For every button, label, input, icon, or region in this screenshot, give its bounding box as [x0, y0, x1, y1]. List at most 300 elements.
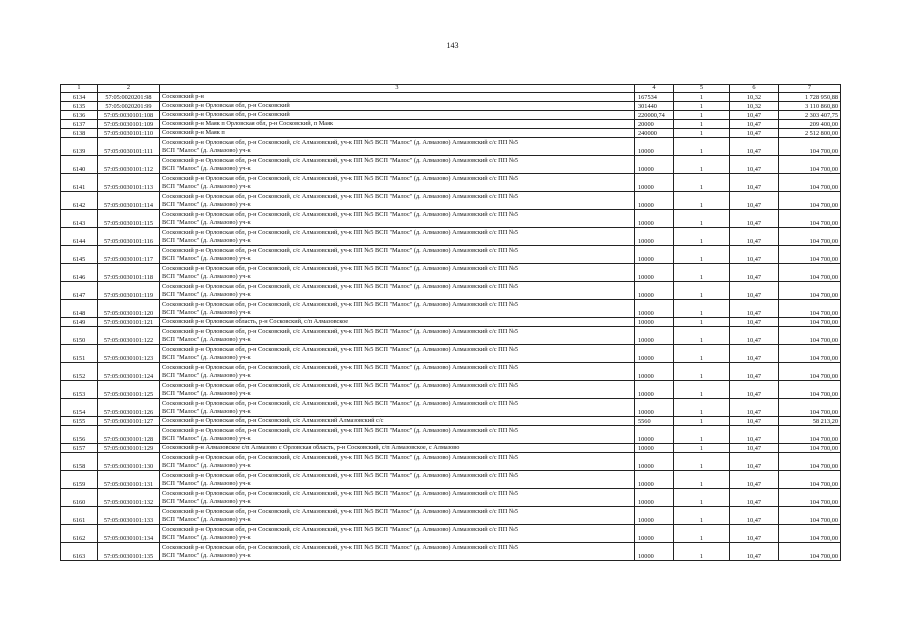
- table-row: [61, 525, 841, 543]
- location-line: ВСП "Малос" (д. Алмазово) уч-к: [162, 435, 251, 442]
- location-cell: [160, 93, 635, 102]
- coefficient-cell: 1: [674, 327, 730, 345]
- row-number-cell: 6139: [61, 138, 98, 156]
- row-number-cell: 6138: [61, 129, 98, 138]
- value-cell: 104 700,00: [779, 174, 841, 192]
- location-line: ВСП "Малос" (д. Алмазово) уч-к: [162, 183, 251, 190]
- row-number-cell: 6134: [61, 93, 98, 102]
- value-cell: 104 700,00: [779, 138, 841, 156]
- location-cell: [160, 174, 635, 192]
- cadastral-number-cell: 57:05:0030101:110: [98, 129, 160, 138]
- row-number-cell: 6154: [61, 399, 98, 417]
- location-cell: [160, 381, 635, 399]
- cadastral-number-cell: 57:05:0030101:128: [98, 426, 160, 444]
- location-line: ВСП "Малос" (д. Алмазово) уч-к: [162, 552, 251, 559]
- value-cell: 104 700,00: [779, 399, 841, 417]
- location-line: ВСП "Малос" (д. Алмазово) уч-к: [162, 273, 251, 280]
- location-line: ВСП "Малос" (д. Алмазово) уч-к: [162, 390, 251, 397]
- area-cell: 5560: [635, 417, 674, 426]
- location-line: Сосковский р-н Орловская обл, р-н Сосковский, с/с Алмазовский, уч-к ПП №5 ВСП "Малос" (д. Алмазово) Алмазовский с/с ПП №5: [162, 175, 518, 182]
- header-cell: 1: [61, 85, 98, 93]
- area-cell: 10000: [635, 507, 674, 525]
- cadastral-number-cell: 57:05:0030101:132: [98, 489, 160, 507]
- location-line: Сосковский р-н Орловская обл, р-н Сосковский, с/с Алмазовский, уч-к ПП №5 ВСП "Малос" (д. Алмазово) Алмазовский с/с ПП №5: [162, 454, 518, 461]
- rate-cell: 10,47: [730, 129, 779, 138]
- location-cell: [160, 417, 635, 426]
- cadastral-number-cell: 57:05:0030101:121: [98, 318, 160, 327]
- row-number-cell: 6140: [61, 156, 98, 174]
- coefficient-cell: 1: [674, 300, 730, 318]
- location-cell: [160, 138, 635, 156]
- table-row: [61, 363, 841, 381]
- row-number-cell: 6146: [61, 264, 98, 282]
- rate-cell: 10,47: [730, 525, 779, 543]
- area-cell: 10000: [635, 471, 674, 489]
- table-row: [61, 543, 841, 561]
- cadastral-number-cell: 57:05:0030101:127: [98, 417, 160, 426]
- area-cell: 10000: [635, 363, 674, 381]
- cadastral-number-cell: 57:05:0020201:99: [98, 102, 160, 111]
- location-line: Сосковский р-н Орловская обл, р-н Сосковский, с/с Алмазовский, уч-к ПП №5 ВСП "Малос" (д. Алмазово) Алмазовский с/с ПП №5: [162, 490, 518, 497]
- area-cell: 10000: [635, 156, 674, 174]
- location-line: Сосковский р-н Орловская обл, р-н Сосковский, с/с Алмазовский, уч-к ПП №5 ВСП "Малос" (д. Алмазово) Алмазовский с/с ПП №5: [162, 427, 518, 434]
- area-cell: 10000: [635, 264, 674, 282]
- cadastral-number-cell: 57:05:0030101:124: [98, 363, 160, 381]
- cadastral-number-cell: 57:05:0030101:120: [98, 300, 160, 318]
- row-number-cell: 6136: [61, 111, 98, 120]
- row-number-cell: 6145: [61, 246, 98, 264]
- location-cell: [160, 300, 635, 318]
- coefficient-cell: 1: [674, 507, 730, 525]
- row-number-cell: 6149: [61, 318, 98, 327]
- location-cell: [160, 471, 635, 489]
- rate-cell: 10,47: [730, 381, 779, 399]
- value-cell: 58 213,20: [779, 417, 841, 426]
- row-number-cell: 6157: [61, 444, 98, 453]
- table-row: [61, 174, 841, 192]
- rate-cell: 10,47: [730, 489, 779, 507]
- rate-cell: 10,47: [730, 471, 779, 489]
- row-number-cell: 6150: [61, 327, 98, 345]
- location-cell: [160, 543, 635, 561]
- location-line: ВСП "Малос" (д. Алмазово) уч-к: [162, 255, 251, 262]
- cadastral-number-cell: 57:05:0030101:122: [98, 327, 160, 345]
- location-line: ВСП "Малос" (д. Алмазово) уч-к: [162, 498, 251, 505]
- cadastral-number-cell: 57:05:0030101:129: [98, 444, 160, 453]
- row-number-cell: 6156: [61, 426, 98, 444]
- area-cell: 167534: [635, 93, 674, 102]
- location-line: ВСП "Малос" (д. Алмазово) уч-к: [162, 534, 251, 541]
- value-cell: 104 700,00: [779, 525, 841, 543]
- location-line: Сосковский р-н Орловская обл, р-н Сосковский, с/с Алмазовский, уч-к ПП №5 ВСП "Малос" (д. Алмазово) Алмазовский с/с ПП №5: [162, 283, 518, 290]
- location-cell: [160, 120, 635, 129]
- coefficient-cell: 1: [674, 318, 730, 327]
- row-number-cell: 6162: [61, 525, 98, 543]
- location-line: Сосковский р-н: [162, 93, 204, 100]
- area-cell: 10000: [635, 381, 674, 399]
- location-cell: [160, 282, 635, 300]
- area-cell: 10000: [635, 399, 674, 417]
- cadastral-number-cell: 57:05:0030101:126: [98, 399, 160, 417]
- location-line: ВСП "Малос" (д. Алмазово) уч-к: [162, 291, 251, 298]
- coefficient-cell: 1: [674, 489, 730, 507]
- row-number-cell: 6135: [61, 102, 98, 111]
- coefficient-cell: 1: [674, 138, 730, 156]
- row-number-cell: 6159: [61, 471, 98, 489]
- value-cell: 104 700,00: [779, 246, 841, 264]
- cadastral-number-cell: 57:05:0030101:117: [98, 246, 160, 264]
- location-line: ВСП "Малос" (д. Алмазово) уч-к: [162, 480, 251, 487]
- location-line: Сосковский р-н Орловская обл, р-н Сосковский, с/с Алмазовский, уч-к ПП №5 ВСП "Малос" (д. Алмазово) Алмазовский с/с ПП №5: [162, 265, 518, 272]
- area-cell: 10000: [635, 426, 674, 444]
- row-number-cell: 6147: [61, 282, 98, 300]
- coefficient-cell: 1: [674, 102, 730, 111]
- location-line: Сосковский р-н Орловская обл, р-н Сосковский, с/с Алмазовский, уч-к ПП №5 ВСП "Малос" (д. Алмазово) Алмазовский с/с ПП №5: [162, 301, 518, 308]
- row-number-cell: 6143: [61, 210, 98, 228]
- location-line: ВСП "Малос" (д. Алмазово) уч-к: [162, 408, 251, 415]
- location-line: Сосковский р-н Орловская обл, р-н Сосковский, с/с Алмазовский, уч-к ПП №5 ВСП "Малос" (д. Алмазово) Алмазовский с/с ПП №5: [162, 364, 518, 371]
- table-row: [61, 264, 841, 282]
- area-cell: 10000: [635, 318, 674, 327]
- location-line: ВСП "Малос" (д. Алмазово) уч-к: [162, 354, 251, 361]
- value-cell: 104 700,00: [779, 228, 841, 246]
- rate-cell: 10,47: [730, 453, 779, 471]
- row-number-cell: 6137: [61, 120, 98, 129]
- area-cell: 220000,74: [635, 111, 674, 120]
- location-line: ВСП "Малос" (д. Алмазово) уч-к: [162, 165, 251, 172]
- coefficient-cell: 1: [674, 444, 730, 453]
- value-cell: 209 400,00: [779, 120, 841, 129]
- location-cell: [160, 399, 635, 417]
- table-row: [61, 426, 841, 444]
- location-cell: [160, 102, 635, 111]
- table-row: [61, 156, 841, 174]
- area-cell: 10000: [635, 345, 674, 363]
- location-cell: [160, 345, 635, 363]
- value-cell: 104 700,00: [779, 300, 841, 318]
- location-cell: [160, 156, 635, 174]
- table-row: [61, 210, 841, 228]
- location-line: Сосковский р-н Орловская обл, р-н Сосковский, с/с Алмазовский, уч-к ПП №5 ВСП "Малос" (д. Алмазово) Алмазовский с/с ПП №5: [162, 328, 518, 335]
- cadastral-number-cell: 57:05:0030101:119: [98, 282, 160, 300]
- value-cell: 2 303 407,75: [779, 111, 841, 120]
- value-cell: 104 700,00: [779, 210, 841, 228]
- table-row: [61, 228, 841, 246]
- location-line: Сосковский р-н Орловская обл, р-н Сосковский: [162, 102, 290, 109]
- coefficient-cell: 1: [674, 543, 730, 561]
- table-row: [61, 471, 841, 489]
- table-row: [61, 138, 841, 156]
- location-cell: [160, 228, 635, 246]
- value-cell: 104 700,00: [779, 471, 841, 489]
- coefficient-cell: 1: [674, 93, 730, 102]
- coefficient-cell: 1: [674, 210, 730, 228]
- row-number-cell: 6141: [61, 174, 98, 192]
- location-line: ВСП "Малос" (д. Алмазово) уч-к: [162, 336, 251, 343]
- area-cell: 10000: [635, 138, 674, 156]
- table-row: [61, 507, 841, 525]
- row-number-cell: 6155: [61, 417, 98, 426]
- cadastral-number-cell: 57:05:0030101:109: [98, 120, 160, 129]
- coefficient-cell: 1: [674, 120, 730, 129]
- rate-cell: 10,47: [730, 507, 779, 525]
- location-line: Сосковский р-н Орловская область, р-н Сосковский, с/п Алмазовское: [162, 318, 349, 325]
- location-cell: [160, 210, 635, 228]
- location-line: ВСП "Малос" (д. Алмазово) уч-к: [162, 147, 251, 154]
- rate-cell: 10,47: [730, 426, 779, 444]
- header-row: [61, 85, 841, 93]
- row-number-cell: 6163: [61, 543, 98, 561]
- location-line: ВСП "Малос" (д. Алмазово) уч-к: [162, 462, 251, 469]
- rate-cell: 10,47: [730, 120, 779, 129]
- location-line: Сосковский р-н Маяк п Орловская обл, р-н Сосковский, п Маяк: [162, 120, 334, 127]
- value-cell: 104 700,00: [779, 345, 841, 363]
- location-cell: [160, 264, 635, 282]
- value-cell: 104 700,00: [779, 507, 841, 525]
- rate-cell: 10,47: [730, 111, 779, 120]
- area-cell: 10000: [635, 210, 674, 228]
- coefficient-cell: 1: [674, 228, 730, 246]
- table-row: [61, 120, 841, 129]
- table-row: [61, 453, 841, 471]
- rate-cell: 10,47: [730, 282, 779, 300]
- coefficient-cell: 1: [674, 246, 730, 264]
- rate-cell: 10,47: [730, 444, 779, 453]
- value-cell: 104 700,00: [779, 156, 841, 174]
- value-cell: 104 700,00: [779, 489, 841, 507]
- location-cell: [160, 444, 635, 453]
- value-cell: 104 700,00: [779, 444, 841, 453]
- coefficient-cell: 1: [674, 129, 730, 138]
- value-cell: 104 700,00: [779, 192, 841, 210]
- cadastral-table: [60, 84, 841, 561]
- location-line: Сосковский р-н Орловская обл, р-н Сосковский, с/с Алмазовский, уч-к ПП №5 ВСП "Малос" (д. Алмазово) Алмазовский с/с ПП №5: [162, 211, 518, 218]
- table-row: [61, 129, 841, 138]
- location-line: Сосковский р-н Орловская обл, р-н Сосковский, с/с Алмазовский Алмазовский с/с: [162, 417, 384, 424]
- cadastral-number-cell: 57:05:0030101:125: [98, 381, 160, 399]
- area-cell: 10000: [635, 453, 674, 471]
- location-line: ВСП "Малос" (д. Алмазово) уч-к: [162, 516, 251, 523]
- header-cell: 7: [779, 85, 841, 93]
- location-line: ВСП "Малос" (д. Алмазово) уч-к: [162, 309, 251, 316]
- cadastral-number-cell: 57:05:0030101:113: [98, 174, 160, 192]
- row-number-cell: 6148: [61, 300, 98, 318]
- location-cell: [160, 525, 635, 543]
- coefficient-cell: 1: [674, 156, 730, 174]
- row-number-cell: 6160: [61, 489, 98, 507]
- value-cell: 104 700,00: [779, 363, 841, 381]
- location-cell: [160, 453, 635, 471]
- value-cell: 3 110 860,80: [779, 102, 841, 111]
- rate-cell: 10,47: [730, 417, 779, 426]
- area-cell: 10000: [635, 543, 674, 561]
- location-cell: [160, 426, 635, 444]
- rate-cell: 10,47: [730, 156, 779, 174]
- cadastral-number-cell: 57:05:0030101:115: [98, 210, 160, 228]
- coefficient-cell: 1: [674, 525, 730, 543]
- cadastral-number-cell: 57:05:0030101:131: [98, 471, 160, 489]
- value-cell: 104 700,00: [779, 264, 841, 282]
- coefficient-cell: 1: [674, 345, 730, 363]
- value-cell: 104 700,00: [779, 381, 841, 399]
- value-cell: 104 700,00: [779, 327, 841, 345]
- row-number-cell: 6158: [61, 453, 98, 471]
- location-line: Сосковский р-н Орловская обл, р-н Сосковский, с/с Алмазовский, уч-к ПП №5 ВСП "Малос" (д. Алмазово) Алмазовский с/с ПП №5: [162, 139, 518, 146]
- table-row: [61, 489, 841, 507]
- cadastral-number-cell: 57:05:0030101:118: [98, 264, 160, 282]
- cadastral-number-cell: 57:05:0030101:116: [98, 228, 160, 246]
- area-cell: 10000: [635, 192, 674, 210]
- location-line: Сосковский р-н Орловская обл, р-н Сосковский, с/с Алмазовский, уч-к ПП №5 ВСП "Малос" (д. Алмазово) Алмазовский с/с ПП №5: [162, 508, 518, 515]
- rate-cell: 10,47: [730, 327, 779, 345]
- coefficient-cell: 1: [674, 426, 730, 444]
- area-cell: 10000: [635, 489, 674, 507]
- location-line: Сосковский р-н Орловская обл, р-н Сосковский, с/с Алмазовский, уч-к ПП №5 ВСП "Малос" (д. Алмазово) Алмазовский с/с ПП №5: [162, 157, 518, 164]
- coefficient-cell: 1: [674, 417, 730, 426]
- location-cell: [160, 507, 635, 525]
- rate-cell: 10,47: [730, 192, 779, 210]
- row-number-cell: 6152: [61, 363, 98, 381]
- cadastral-number-cell: 57:05:0030101:135: [98, 543, 160, 561]
- coefficient-cell: 1: [674, 264, 730, 282]
- header-cell: 5: [674, 85, 730, 93]
- rate-cell: 10,47: [730, 399, 779, 417]
- location-line: Сосковский р-н Орловская обл, р-н Сосковский, с/с Алмазовский, уч-к ПП №5 ВСП "Малос" (д. Алмазово) Алмазовский с/с ПП №5: [162, 472, 518, 479]
- location-line: Сосковский р-н Орловская обл, р-н Сосковский, с/с Алмазовский, уч-к ПП №5 ВСП "Малос" (д. Алмазово) Алмазовский с/с ПП №5: [162, 382, 518, 389]
- location-line: ВСП "Малос" (д. Алмазово) уч-к: [162, 237, 251, 244]
- location-line: Сосковский р-н Орловская обл, р-н Сосковский, с/с Алмазовский, уч-к ПП №5 ВСП "Малос" (д. Алмазово) Алмазовский с/с ПП №5: [162, 346, 518, 353]
- value-cell: 104 700,00: [779, 318, 841, 327]
- table-row: [61, 282, 841, 300]
- location-cell: [160, 363, 635, 381]
- header-cell: 2: [98, 85, 160, 93]
- table-row: [61, 381, 841, 399]
- coefficient-cell: 1: [674, 363, 730, 381]
- location-line: Сосковский р-н Орловская обл, р-н Сосковский, с/с Алмазовский, уч-к ПП №5 ВСП "Малос" (д. Алмазово) Алмазовский с/с ПП №5: [162, 400, 518, 407]
- rate-cell: 10,47: [730, 228, 779, 246]
- table-row: [61, 417, 841, 426]
- coefficient-cell: 1: [674, 381, 730, 399]
- location-cell: [160, 489, 635, 507]
- table-row: [61, 111, 841, 120]
- table-row: [61, 93, 841, 102]
- rate-cell: 10,47: [730, 174, 779, 192]
- location-line: ВСП "Малос" (д. Алмазово) уч-к: [162, 372, 251, 379]
- rate-cell: 10,47: [730, 264, 779, 282]
- coefficient-cell: 1: [674, 174, 730, 192]
- area-cell: 10000: [635, 300, 674, 318]
- location-line: ВСП "Малос" (д. Алмазово) уч-к: [162, 219, 251, 226]
- location-line: ВСП "Малос" (д. Алмазово) уч-к: [162, 201, 251, 208]
- table-row: [61, 192, 841, 210]
- rate-cell: 10,32: [730, 102, 779, 111]
- coefficient-cell: 1: [674, 471, 730, 489]
- coefficient-cell: 1: [674, 282, 730, 300]
- rate-cell: 10,47: [730, 543, 779, 561]
- row-number-cell: 6144: [61, 228, 98, 246]
- table-row: [61, 327, 841, 345]
- rate-cell: 10,47: [730, 345, 779, 363]
- value-cell: 104 700,00: [779, 453, 841, 471]
- table-row: [61, 300, 841, 318]
- area-cell: 20000: [635, 120, 674, 129]
- table-row: [61, 444, 841, 453]
- value-cell: 1 728 950,88: [779, 93, 841, 102]
- rate-cell: 10,47: [730, 300, 779, 318]
- rate-cell: 10,47: [730, 138, 779, 156]
- cadastral-number-cell: 57:05:0030101:134: [98, 525, 160, 543]
- cadastral-number-cell: 57:05:0020201:98: [98, 93, 160, 102]
- area-cell: 240000: [635, 129, 674, 138]
- location-line: Сосковский р-н Орловская обл, р-н Сосковский, с/с Алмазовский, уч-к ПП №5 ВСП "Малос" (д. Алмазово) Алмазовский с/с ПП №5: [162, 544, 518, 551]
- location-line: Сосковский р-н Орловская обл, р-н Сосковский, с/с Алмазовский, уч-к ПП №5 ВСП "Малос" (д. Алмазово) Алмазовский с/с ПП №5: [162, 193, 518, 200]
- table-row: [61, 345, 841, 363]
- area-cell: 10000: [635, 444, 674, 453]
- cadastral-number-cell: 57:05:0030101:108: [98, 111, 160, 120]
- area-cell: 301440: [635, 102, 674, 111]
- coefficient-cell: 1: [674, 192, 730, 210]
- row-number-cell: 6151: [61, 345, 98, 363]
- rate-cell: 10,47: [730, 363, 779, 381]
- rate-cell: 10,32: [730, 93, 779, 102]
- cadastral-number-cell: 57:05:0030101:114: [98, 192, 160, 210]
- coefficient-cell: 1: [674, 399, 730, 417]
- value-cell: 104 700,00: [779, 426, 841, 444]
- area-cell: 10000: [635, 282, 674, 300]
- table-row: [61, 246, 841, 264]
- value-cell: 104 700,00: [779, 282, 841, 300]
- cadastral-number-cell: 57:05:0030101:133: [98, 507, 160, 525]
- location-line: Сосковский р-н Орловская обл, р-н Сосковский, с/с Алмазовский, уч-к ПП №5 ВСП "Малос" (д. Алмазово) Алмазовский с/с ПП №5: [162, 526, 518, 533]
- location-cell: [160, 246, 635, 264]
- rate-cell: 10,47: [730, 246, 779, 264]
- header-cell: 4: [635, 85, 674, 93]
- location-line: Сосковский р-н Алмазовское с/п Алмазово с Орловская область, р-н Сосковский, с/п Алмазовское, с Алмазово: [162, 444, 460, 451]
- location-cell: [160, 129, 635, 138]
- location-cell: [160, 327, 635, 345]
- row-number-cell: 6153: [61, 381, 98, 399]
- coefficient-cell: 1: [674, 453, 730, 471]
- rate-cell: 10,47: [730, 210, 779, 228]
- area-cell: 10000: [635, 246, 674, 264]
- row-number-cell: 6142: [61, 192, 98, 210]
- header-cell: 3: [160, 85, 635, 93]
- value-cell: 2 512 800,00: [779, 129, 841, 138]
- table-row: [61, 318, 841, 327]
- area-cell: 10000: [635, 228, 674, 246]
- location-cell: [160, 111, 635, 120]
- rate-cell: 10,47: [730, 318, 779, 327]
- location-line: Сосковский р-н Орловская обл, р-н Сосковский: [162, 111, 290, 118]
- value-cell: 104 700,00: [779, 543, 841, 561]
- cadastral-number-cell: 57:05:0030101:112: [98, 156, 160, 174]
- location-line: Сосковский р-н Орловская обл, р-н Сосковский, с/с Алмазовский, уч-к ПП №5 ВСП "Малос" (д. Алмазово) Алмазовский с/с ПП №5: [162, 229, 518, 236]
- table-row: [61, 102, 841, 111]
- cadastral-number-cell: 57:05:0030101:111: [98, 138, 160, 156]
- row-number-cell: 6161: [61, 507, 98, 525]
- cadastral-number-cell: 57:05:0030101:123: [98, 345, 160, 363]
- area-cell: 10000: [635, 174, 674, 192]
- location-line: Сосковский р-н Орловская обл, р-н Сосковский, с/с Алмазовский, уч-к ПП №5 ВСП "Малос" (д. Алмазово) Алмазовский с/с ПП №5: [162, 247, 518, 254]
- location-cell: [160, 318, 635, 327]
- coefficient-cell: 1: [674, 111, 730, 120]
- area-cell: 10000: [635, 525, 674, 543]
- area-cell: 10000: [635, 327, 674, 345]
- cadastral-number-cell: 57:05:0030101:130: [98, 453, 160, 471]
- page-number: 143: [446, 41, 459, 50]
- header-cell: 6: [730, 85, 779, 93]
- table-row: [61, 399, 841, 417]
